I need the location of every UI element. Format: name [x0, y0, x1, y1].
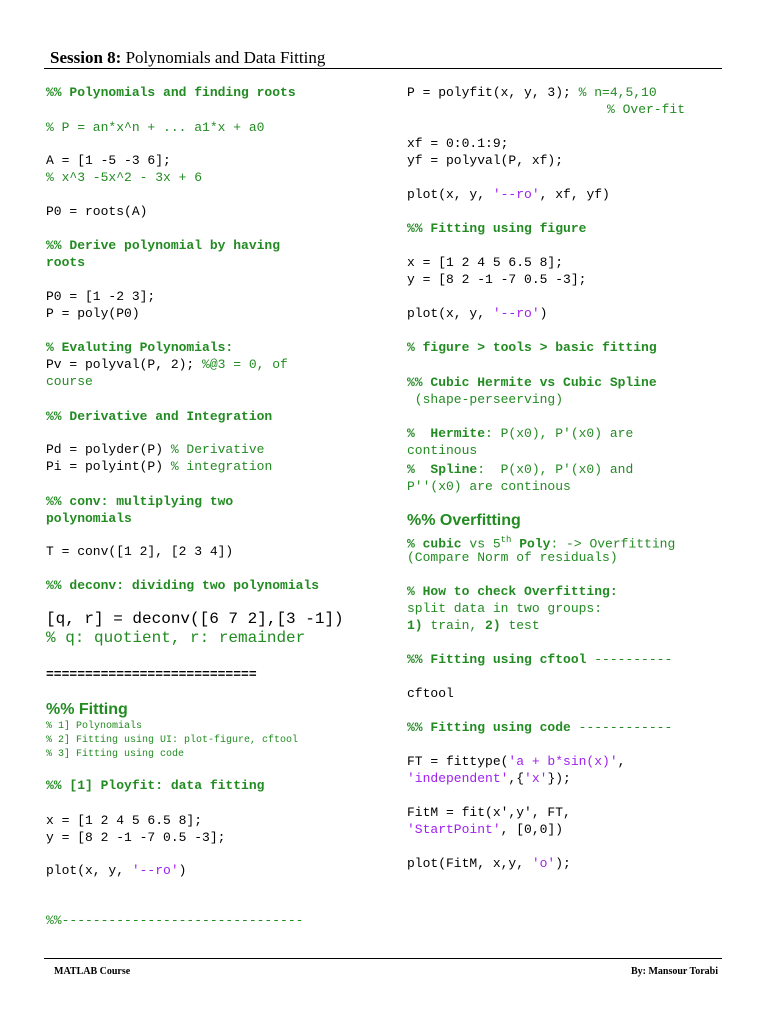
code-line: yf = polyval(P, xf); [407, 153, 564, 168]
code-text: Pi = polyint(P) [46, 459, 171, 474]
code-comment: vs 5 [461, 536, 501, 552]
code-line: xf = 0:0.1:9; [407, 136, 509, 151]
code-line [407, 305, 547, 322]
code-line: y = [8 2 -1 -7 0.5 -3]; [407, 272, 587, 287]
code-string: '--ro' [492, 306, 540, 321]
code-text: , xf, yf) [539, 187, 610, 202]
code-comment: : P(x0), P'(x0) are [485, 426, 634, 441]
code-line: %% [1] Ployfit: data fitting [46, 778, 265, 793]
code-line: %% Derivative and Integration [46, 409, 273, 424]
code-string: 'o' [531, 856, 556, 871]
code-line: [q, r] = deconv([6 7 2],[3 -1]) [46, 610, 344, 628]
section-heading [46, 701, 128, 719]
code-line: %% Polynomials and finding roots [46, 85, 296, 100]
code-line: A = [1 -5 -3 6]; [46, 153, 171, 168]
code-line: %% Cubic Hermite vs Cubic Spline [407, 375, 657, 390]
code-keyword: % Spline [407, 462, 478, 477]
code-line: % 1] Polynomials [46, 721, 143, 732]
code-string: '--ro' [492, 187, 540, 202]
code-line [407, 821, 563, 838]
code-line: %% deconv: dividing two polynomials [46, 578, 320, 593]
code-comment: % Derivative [170, 442, 265, 457]
code-text: , [617, 754, 626, 769]
code-line: % figure > tools > basic fitting [407, 340, 657, 355]
code-text: ) [178, 863, 187, 878]
code-text: }); [547, 771, 571, 786]
page-header [50, 48, 325, 68]
code-keyword: 2) [485, 618, 501, 633]
code-text: plot(FitM, x,y, [407, 856, 532, 871]
section-heading [407, 512, 521, 530]
code-text: plot(x, y, [407, 187, 493, 202]
code-comment: ---------- [594, 652, 673, 667]
code-line [46, 862, 186, 879]
code-comment: : -> Overfitting [550, 536, 676, 552]
header-rule [44, 68, 722, 69]
code-comment: : P(x0), P'(x0) and [477, 462, 634, 477]
code-text: FT = fittype( [407, 754, 509, 769]
code-line: % q: quotient, r: remainder [46, 629, 306, 647]
code-line: % How to check Overfitting: [407, 584, 618, 599]
code-keyword: Poly [511, 536, 551, 552]
code-text: , [0,0]) [500, 822, 564, 837]
code-line: % P = an*x^n + ... a1*x + a0 [46, 120, 265, 135]
code-keyword: % cubic [407, 536, 462, 552]
code-line [407, 617, 540, 634]
code-comment: test [500, 618, 540, 633]
superscript: th [500, 535, 512, 545]
code-heading: %% Fitting using cftool [407, 652, 595, 667]
code-text: Pv = polyval(P, 2); [46, 357, 203, 372]
footer-author: By: Mansour Torabi [630, 966, 718, 977]
overfitting-heading: %% Overfitting [407, 512, 521, 529]
code-line [407, 719, 672, 736]
code-text: P = polyfit(x, y, 3); [407, 85, 579, 100]
code-text: plot(x, y, [407, 306, 493, 321]
code-line [407, 425, 633, 442]
code-line [407, 770, 571, 787]
code-line: P0 = [1 -2 3]; [46, 289, 156, 304]
code-line: split data in two groups: [407, 601, 603, 616]
code-heading: %% Fitting using code [407, 720, 579, 735]
code-text: Pd = polyder(P) [46, 442, 171, 457]
separator-line: =========================== [46, 667, 257, 682]
code-line: FitM = fit(x',y', FT, [407, 805, 571, 820]
code-string: 'a + b*sin(x)' [508, 754, 618, 769]
code-line: %% conv: multiplying two [46, 494, 234, 509]
code-line: % x^3 -5x^2 - 3x + 6 [46, 170, 203, 185]
code-line [407, 186, 610, 203]
code-text: ,{ [508, 771, 525, 786]
code-keyword: 1) [407, 618, 423, 633]
code-line: roots [46, 255, 86, 270]
code-line: P0 = roots(A) [46, 204, 148, 219]
code-line: x = [1 2 4 5 6.5 8]; [46, 813, 203, 828]
code-line: %%------------------------------- [46, 913, 304, 928]
code-line: % 3] Fitting using code [46, 749, 185, 760]
code-line: (Compare Norm of residuals) [407, 550, 618, 565]
code-line: % 2] Fitting using UI: plot-figure, cftool [46, 735, 299, 746]
code-text: ); [555, 856, 571, 871]
code-line [46, 441, 264, 458]
code-comment: % n=4,5,10 [578, 85, 657, 100]
code-line: cftool [407, 686, 454, 701]
code-line: % Over-fit [607, 102, 686, 117]
code-text: plot(x, y, [46, 863, 132, 878]
footer-rule [44, 958, 722, 959]
code-comment: % integration [170, 459, 273, 474]
code-comment: %@3 = 0, of [202, 357, 288, 372]
code-line: (shape-perseerving) [407, 392, 564, 407]
session-label: Session 8: [50, 48, 122, 67]
code-line: %% Fitting using figure [407, 221, 587, 236]
fitting-heading: %% Fitting [46, 701, 128, 718]
code-string: 'StartPoint' [407, 822, 501, 837]
code-line: T = conv([1 2], [2 3 4]) [46, 544, 234, 559]
code-line: P = poly(P0) [46, 306, 140, 321]
code-line [407, 753, 625, 770]
code-line [46, 458, 272, 475]
code-string: 'independent' [407, 771, 509, 786]
code-line [407, 855, 571, 872]
code-line: % Evaluting Polynomials: [46, 340, 234, 355]
code-string: 'x' [524, 771, 548, 786]
code-line: y = [8 2 -1 -7 0.5 -3]; [46, 830, 226, 845]
code-text: ) [539, 306, 548, 321]
code-line: P''(x0) are continous [407, 479, 571, 494]
code-line [407, 84, 657, 101]
page-title: Polynomials and Data Fitting [125, 48, 326, 67]
code-string: '--ro' [131, 863, 179, 878]
code-line: polynomials [46, 511, 132, 526]
code-keyword: % Hermite [407, 426, 486, 441]
code-line [407, 651, 672, 668]
code-line: continous [407, 443, 478, 458]
code-line: %% Derive polynomial by having [46, 238, 281, 253]
code-line: x = [1 2 4 5 6.5 8]; [407, 255, 564, 270]
code-line [46, 356, 288, 373]
footer-course: MATLAB Course [54, 966, 131, 977]
code-comment: ------------ [578, 720, 673, 735]
code-line [407, 461, 633, 478]
code-line: course [46, 374, 93, 389]
code-comment: train, [422, 618, 486, 633]
